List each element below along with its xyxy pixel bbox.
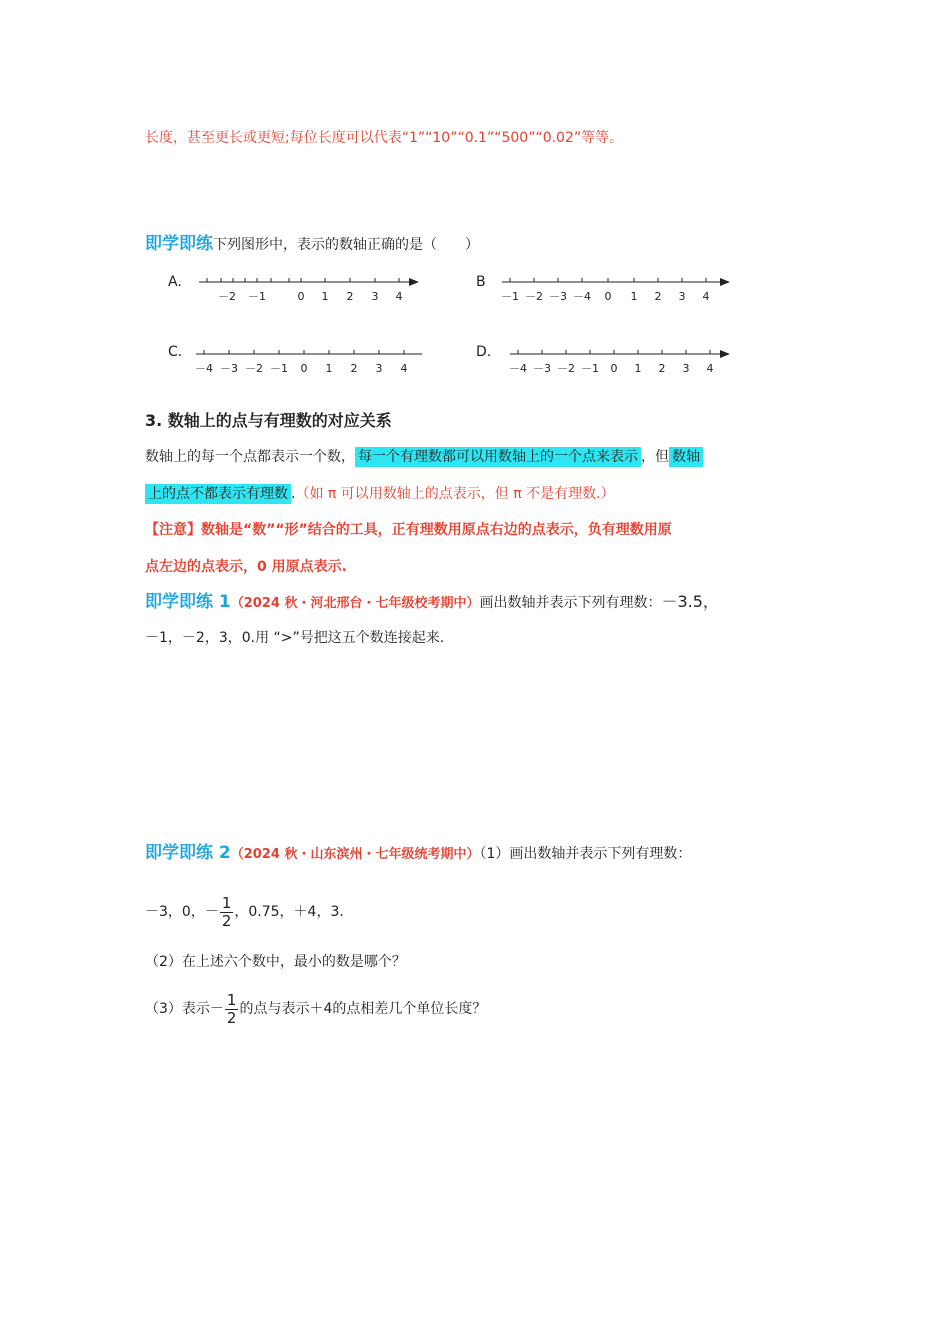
- exercise-2-question-3: [145, 990, 486, 1028]
- axis-arrow: [409, 278, 419, 286]
- exercise-label: 即学即练: [145, 234, 213, 254]
- exercise-2-question-2: （2）在上述六个数中，最小的数是哪个？: [145, 954, 406, 970]
- axis-arrow: [720, 278, 730, 286]
- exercise-0-question: [145, 234, 479, 255]
- section-paragraph-line-1: [145, 447, 703, 467]
- tick-label: 2: [346, 290, 354, 303]
- exercise-source: （2024 秋・山东滨州・七年级统考期中）: [230, 847, 480, 862]
- tick-label: －3: [549, 290, 567, 303]
- text-run: 数轴上的每一个点都表示一个数，: [145, 449, 355, 465]
- section-paragraph-line-2: [145, 484, 615, 504]
- text-run: （1）画出数轴并表示下列有理数：: [479, 846, 692, 862]
- tick-label: 4: [400, 362, 408, 375]
- tick-label: －2: [525, 290, 543, 303]
- option-a-letter: A.: [168, 274, 182, 290]
- exercise-1-line-2: －1，－2，3，0.用 “>”号把这五个数连接起来.: [145, 630, 445, 646]
- note-line-1: 【注意】数轴是“数”“形”结合的工具，正有理数用原点右边的点表示，负有理数用原: [145, 522, 672, 538]
- exercise-label: 即学即练 1: [145, 592, 231, 612]
- tick-label: －4: [509, 362, 527, 375]
- text-run: 的点与表示＋4的点相差几个单位长度？: [239, 1001, 487, 1017]
- number-line-option-a: [195, 270, 425, 308]
- tick-label: －4: [573, 290, 591, 303]
- tick-label: 3: [682, 362, 690, 375]
- axis-arrow: [720, 350, 730, 358]
- option-c-letter: C.: [168, 344, 183, 360]
- exercise-2-numbers: [145, 893, 344, 931]
- tick-label: －4: [195, 362, 213, 375]
- fraction-numerator: 1: [226, 990, 237, 1009]
- tick-label: 4: [706, 362, 714, 375]
- tick-label: 1: [630, 290, 638, 303]
- tick-label: 2: [658, 362, 666, 375]
- fraction-half: [220, 895, 234, 930]
- text-run: .: [291, 486, 296, 502]
- tick-label: 0: [610, 362, 618, 375]
- fraction-denominator: 2: [226, 1008, 237, 1027]
- exercise-label: 即学即练 2: [145, 843, 231, 863]
- text-run: （3）表示－: [145, 1001, 224, 1017]
- tick-label: 1: [325, 362, 333, 375]
- exercise-0-text: 下列图形中，表示的数轴正确的是（ ）: [213, 237, 479, 253]
- exercise-2-line-1: [145, 843, 691, 865]
- fraction-half: [225, 992, 239, 1027]
- tick-label: 3: [678, 290, 686, 303]
- tick-label: 3: [375, 362, 383, 375]
- intro-line: 长度，甚至更长或更短;每位长度可以代表“1”“10”“0.1”“500”“0.02”等等。: [145, 130, 624, 146]
- tick-label: 4: [395, 290, 403, 303]
- tick-label: 0: [297, 290, 305, 303]
- fraction-numerator: 1: [221, 893, 232, 912]
- tick-label: 3: [371, 290, 379, 303]
- tick-label: －1: [248, 290, 266, 303]
- option-b-letter: B: [476, 274, 486, 290]
- number-line-option-c: [192, 342, 432, 380]
- option-d-letter: D.: [476, 344, 492, 360]
- tick-label: 4: [702, 290, 710, 303]
- tick-label: －3: [220, 362, 238, 375]
- tick-label: －1: [501, 290, 519, 303]
- highlight-2b: 上的点不都表示有理数: [145, 484, 291, 504]
- tick-label: －1: [581, 362, 599, 375]
- text-run: ，但: [641, 449, 669, 465]
- text-run: －3，0，－: [145, 904, 219, 920]
- fraction-denominator: 2: [221, 911, 232, 930]
- tick-label: －2: [557, 362, 575, 375]
- tick-label: 1: [634, 362, 642, 375]
- pi-example: （如 π 可以用数轴上的点表示，但 π 不是有理数.）: [295, 486, 615, 502]
- text-run: 画出数轴并表示下列有理数：: [479, 595, 662, 611]
- tick-label: －2: [218, 290, 236, 303]
- section-title: 3. 数轴上的点与有理数的对应关系: [145, 411, 392, 430]
- exercise-1-line-1: [145, 592, 719, 614]
- tick-label: －1: [270, 362, 288, 375]
- number-line-option-b: [498, 270, 738, 308]
- tick-label: 1: [321, 290, 329, 303]
- tick-label: 0: [300, 362, 308, 375]
- note-line-2: 点左边的点表示，0 用原点表示.: [145, 559, 347, 575]
- tick-label: 2: [654, 290, 662, 303]
- text-run: ，0.75，＋4，3.: [234, 904, 344, 920]
- highlight-1: 每一个有理数都可以用数轴上的一个点来表示: [355, 447, 641, 467]
- exercise-source: （2024 秋・河北邢台・七年级校考期中）: [230, 596, 480, 611]
- highlight-2a: 数轴: [669, 447, 703, 467]
- tick-label: －3: [533, 362, 551, 375]
- number-line-option-d: [506, 342, 738, 380]
- tick-label: －2: [245, 362, 263, 375]
- text-run: －3.5，: [661, 592, 719, 611]
- tick-label: 0: [604, 290, 612, 303]
- tick-label: 2: [350, 362, 358, 375]
